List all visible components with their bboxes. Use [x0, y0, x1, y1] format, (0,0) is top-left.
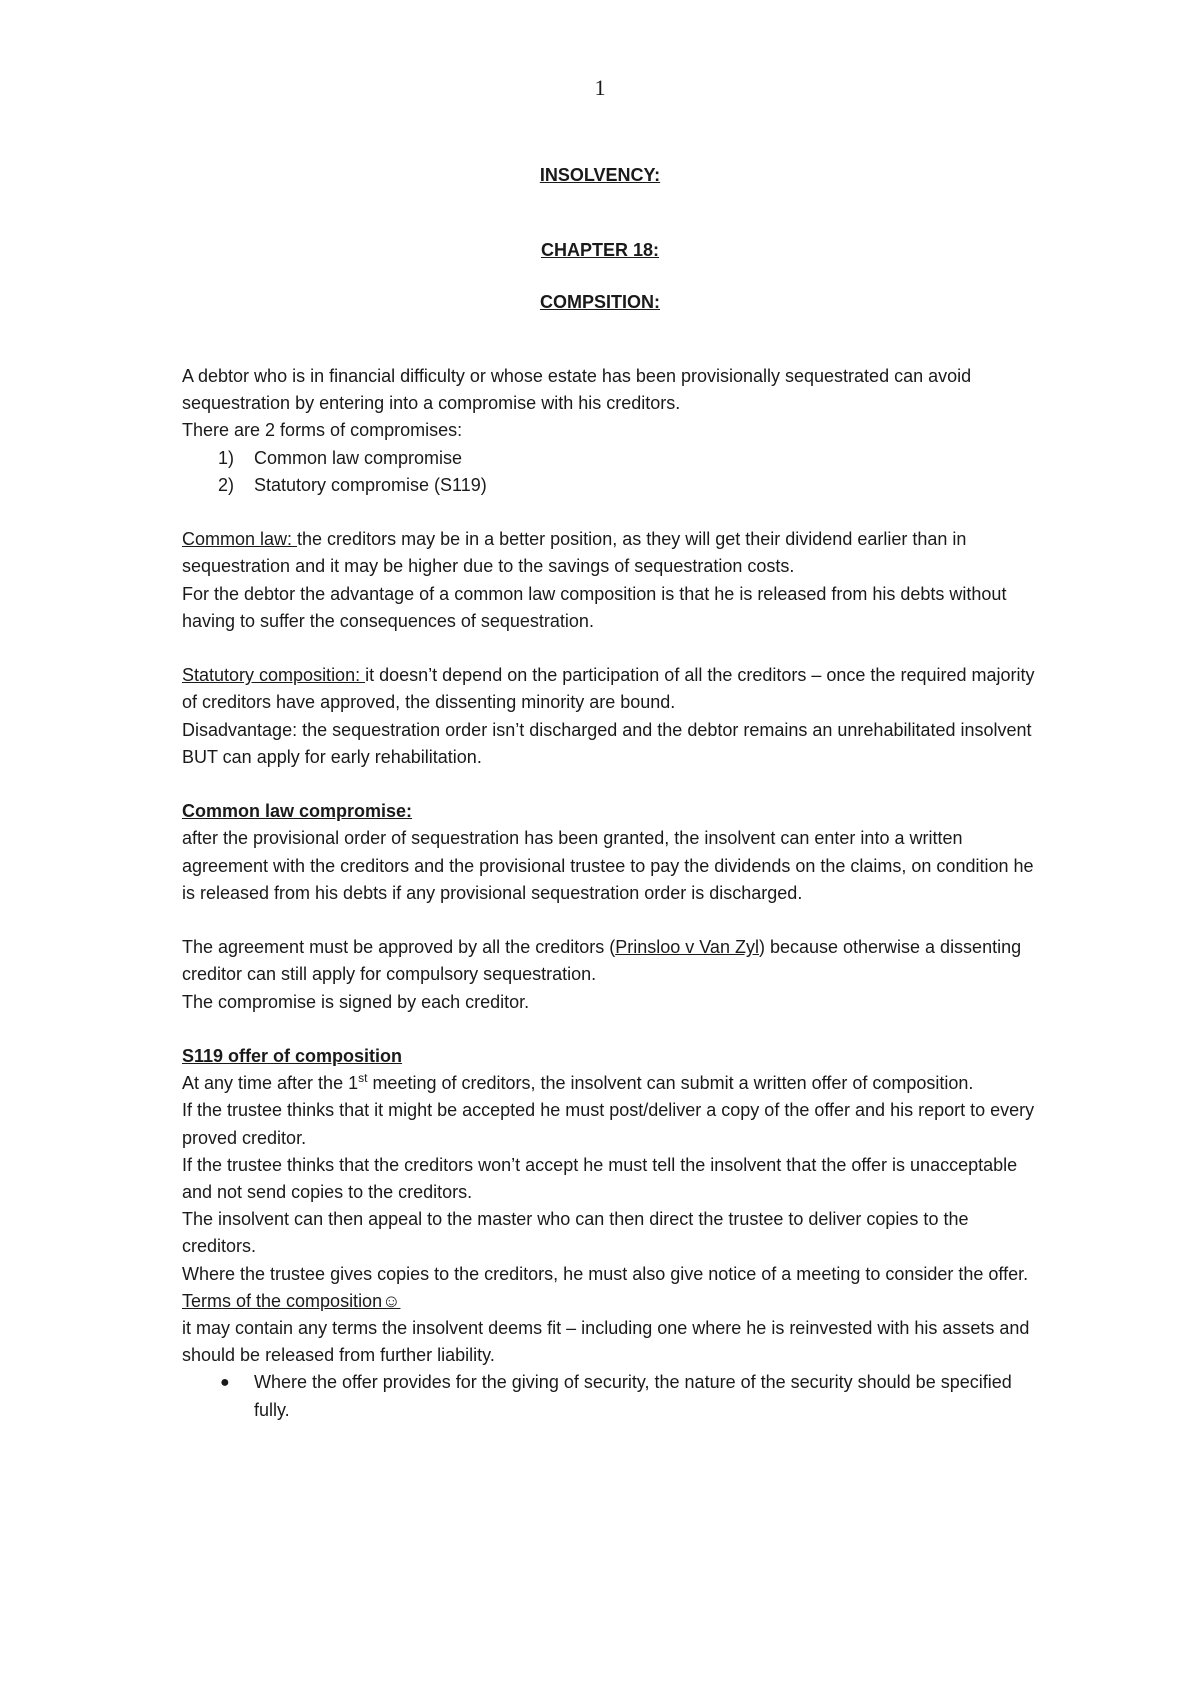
- statutory-label: Statutory composition:: [182, 665, 366, 686]
- statutory-text: it doesn’t depend on the participation of all the creditors – once the required majority of creditors have approved, the dissenting minority are bound.: [182, 665, 1035, 713]
- list-item: [182, 445, 1042, 472]
- title-insolvency: INSOLVENCY:: [539, 165, 661, 185]
- common-law-advantage: For the debtor the advantage of a common law composition is that he is released from his debts without having to suffer the consequences of sequestration.: [182, 583, 1007, 631]
- terms-label: Terms of the composition☺: [182, 1290, 401, 1311]
- intro-paragraph: A debtor who is in financial difficulty or whose estate has been provisionally sequestrated can avoid sequestration by entering into a compromise with his creditors.: [182, 366, 972, 414]
- document-body: [182, 363, 1042, 1424]
- list-marker: 1): [218, 447, 235, 468]
- ordinal-superscript: st: [358, 1071, 368, 1086]
- s119-paragraph-4: The insolvent can then appeal to the master who can then direct the trustee to deliver copies to the creditors.: [182, 1209, 969, 1257]
- common-law-compromise-paragraph: after the provisional order of sequestration has been granted, the insolvent can enter into a written agreement with the creditors and the provisional trustee to pay the dividends on the claims, on condition he is released from his debts if any provisional sequestration order is discharged.: [182, 828, 1034, 903]
- terms-paragraph: it may contain any terms the insolvent deems fit – including one where he is reinvested with his assets and should be released from further liability.: [182, 1318, 1030, 1366]
- list-item-text: Statutory compromise (S119): [254, 474, 487, 495]
- common-law-paragraph: [182, 526, 1042, 580]
- s119-text-after: meeting of creditors, the insolvent can submit a written offer of composition.: [367, 1073, 974, 1094]
- bullet-item: [182, 1369, 1042, 1423]
- heading-composition: COMPSITION:: [540, 292, 660, 312]
- signed-paragraph: The compromise is signed by each creditor.: [182, 991, 530, 1012]
- s119-paragraph-3: If the trustee thinks that the creditors won’t accept he must tell the insolvent that the offer is unacceptable and not send copies to the creditors.: [182, 1154, 1018, 1203]
- statutory-paragraph: [182, 662, 1042, 716]
- bullet-item-text: Where the offer provides for the giving of security, the nature of the security should be specified fully.: [254, 1372, 1012, 1420]
- s119-paragraph-2: If the trustee thinks that it might be accepted he must post/deliver a copy of the offer and his report to every proved creditor.: [182, 1100, 1035, 1148]
- page-number: 1: [594, 75, 606, 100]
- agreement-paragraph: [182, 934, 1042, 988]
- s119-paragraph-1: [182, 1070, 1042, 1097]
- common-law-label: Common law:: [182, 529, 298, 550]
- common-law-compromise-heading: Common law compromise:: [182, 801, 413, 822]
- list-marker: 2): [218, 474, 235, 495]
- heading-chapter: CHAPTER 18:: [540, 240, 660, 260]
- list-item: [182, 472, 1042, 499]
- statutory-disadvantage: Disadvantage: the sequestration order isn’t discharged and the debtor remains an unrehabilitated insolvent BUT can apply for early rehabilitation.: [182, 719, 1032, 767]
- s119-text-before: At any time after the 1: [182, 1073, 359, 1094]
- s119-paragraph-5: Where the trustee gives copies to the creditors, he must also give notice of a meeting to consider the offer.: [182, 1263, 1029, 1284]
- case-citation: Prinsloo v Van Zyl: [615, 937, 759, 958]
- common-law-text: the creditors may be in a better position, as they will get their dividend earlier than in sequestration and it may be higher due to the savings of sequestration costs.: [182, 529, 967, 577]
- s119-heading: S119 offer of composition: [182, 1046, 403, 1066]
- agreement-text-before: The agreement must be approved by all the creditors (: [182, 937, 616, 958]
- list-item-text: Common law compromise: [254, 447, 463, 468]
- bullet-marker: ●: [220, 1374, 230, 1392]
- forms-intro: There are 2 forms of compromises:: [182, 420, 463, 441]
- agreement-text-after: ) because otherwise a dissenting creditor can still apply for compulsory sequestration.: [182, 937, 1022, 985]
